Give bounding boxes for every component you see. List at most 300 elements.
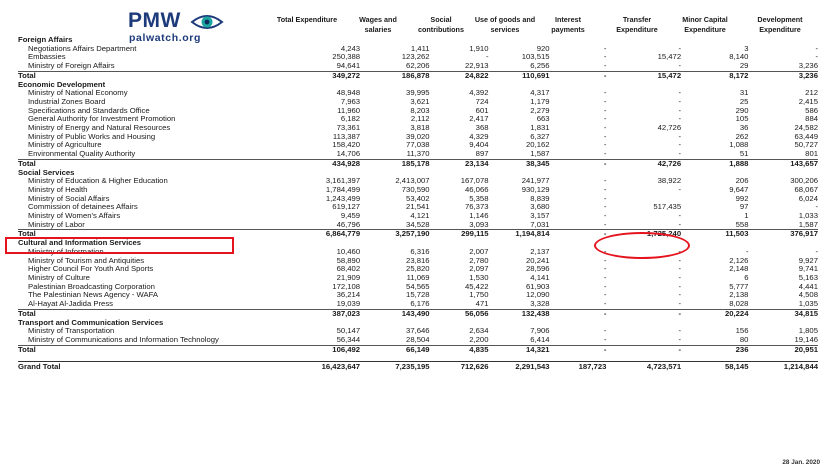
cell-transfer: 15,472 bbox=[657, 52, 682, 62]
cell-minor: 97 bbox=[739, 202, 749, 212]
header-social: Social contributions bbox=[418, 15, 464, 34]
row-label: Grand Total bbox=[18, 362, 296, 374]
cell-total: 158,420 bbox=[332, 140, 361, 150]
cell-wages: 39,995 bbox=[406, 88, 430, 98]
table-row bbox=[18, 62, 818, 71]
cell-social: 601 bbox=[475, 105, 489, 115]
document-date: 28 Jan. 2020 bbox=[782, 459, 820, 466]
cell-transfer: - bbox=[678, 246, 682, 256]
cell-transfer: 4,723,571 bbox=[606, 362, 681, 374]
cell-total: 14,706 bbox=[336, 149, 361, 159]
cell-dev: 1,035 bbox=[798, 299, 818, 309]
cell-total: 349,272 bbox=[296, 71, 360, 80]
cell-total: 3,161,397 bbox=[325, 176, 361, 186]
cell-total: 4,243 bbox=[340, 43, 361, 53]
cell-goods: 20,241 bbox=[526, 255, 550, 265]
cell-interest: - bbox=[603, 290, 607, 300]
cell-goods: 920 bbox=[536, 43, 550, 53]
cell-wages: 185,178 bbox=[360, 159, 429, 168]
cell-total: 113,387 bbox=[332, 131, 361, 141]
header-interest: Interest payments bbox=[551, 15, 585, 34]
cell-interest: - bbox=[603, 255, 607, 265]
cell-social: 299,115 bbox=[430, 230, 489, 239]
table-row bbox=[18, 150, 818, 159]
cell-transfer: 42,726 bbox=[606, 159, 681, 168]
cell-goods: 663 bbox=[536, 114, 550, 124]
cell-total: 68,402 bbox=[336, 264, 361, 274]
cell-minor: 36 bbox=[739, 123, 749, 133]
cell-dev: 3,236 bbox=[798, 61, 818, 71]
cell-wages: 3,818 bbox=[410, 123, 430, 133]
cell-interest: - bbox=[603, 246, 607, 256]
row-label: Ministry of Women's Affairs bbox=[28, 211, 121, 221]
cell-wages: 4,121 bbox=[410, 211, 430, 221]
cell-dev: 9,741 bbox=[798, 264, 818, 274]
row-label: Ministry of Public Works and Housing bbox=[28, 131, 156, 141]
cell-goods: 6,327 bbox=[530, 131, 550, 141]
cell-dev: 4,508 bbox=[798, 290, 818, 300]
empty-cell bbox=[550, 81, 607, 90]
cell-goods: 1,831 bbox=[530, 123, 550, 133]
row-label: Al-Hayat Al-Jadida Press bbox=[28, 299, 114, 309]
cell-transfer: - bbox=[678, 88, 682, 98]
empty-cell bbox=[550, 319, 607, 328]
total-row bbox=[18, 71, 818, 80]
cell-interest: - bbox=[603, 96, 607, 106]
cell-social: 4,329 bbox=[469, 131, 489, 141]
cell-minor: 2,148 bbox=[729, 264, 749, 274]
cell-total: 58,890 bbox=[336, 255, 361, 265]
cell-social: 24,822 bbox=[430, 71, 489, 80]
cell-total: 387,023 bbox=[296, 309, 360, 318]
cell-interest: - bbox=[550, 230, 607, 239]
cell-dev: 24,582 bbox=[794, 123, 818, 133]
cell-minor: 1,088 bbox=[729, 140, 749, 150]
cell-total: 9,459 bbox=[340, 211, 361, 221]
cell-wages: 15,728 bbox=[406, 290, 430, 300]
cell-wages: 53,402 bbox=[406, 193, 430, 203]
cell-social: 2,007 bbox=[469, 246, 489, 256]
cell-transfer: - bbox=[678, 326, 682, 336]
cell-social: 1,146 bbox=[469, 211, 489, 221]
cell-minor: 8,172 bbox=[681, 71, 748, 80]
header-wages: Wages and salaries bbox=[359, 15, 397, 34]
cell-transfer: 1,725,240 bbox=[606, 230, 681, 239]
cell-wages: 11,069 bbox=[406, 272, 430, 282]
cell-wages: 2,112 bbox=[410, 114, 430, 124]
cell-wages: 62,206 bbox=[406, 61, 430, 71]
cell-transfer: - bbox=[678, 211, 682, 221]
row-label: The Palestinian News Agency - WAFA bbox=[28, 290, 159, 300]
cell-dev: 1,033 bbox=[798, 211, 818, 221]
row-label: Ministry of Culture bbox=[28, 272, 90, 282]
cell-social: 22,913 bbox=[464, 61, 489, 71]
grand-row bbox=[18, 362, 818, 374]
cell-minor: 206 bbox=[735, 176, 749, 186]
cell-goods: 61,903 bbox=[526, 281, 550, 291]
cell-dev: 50,727 bbox=[794, 140, 818, 150]
row-label: Total bbox=[18, 159, 296, 168]
empty-cell bbox=[550, 36, 607, 45]
cell-transfer: - bbox=[678, 43, 682, 53]
cell-dev: 801 bbox=[805, 149, 818, 159]
cell-minor: 1,888 bbox=[681, 159, 748, 168]
cell-transfer: - bbox=[678, 281, 682, 291]
cell-goods: 1,587 bbox=[530, 149, 550, 159]
row-label: Ministry of Labor bbox=[28, 219, 85, 229]
cell-transfer: - bbox=[606, 345, 681, 354]
row-label: Ministry of Tourism and Antiquities bbox=[28, 255, 145, 265]
cell-wages: 6,316 bbox=[410, 246, 430, 256]
empty-cell bbox=[606, 81, 681, 90]
row-label: Ministry of National Economy bbox=[28, 88, 128, 98]
cell-goods: 4,141 bbox=[530, 272, 550, 282]
cell-interest: - bbox=[550, 309, 607, 318]
cell-total: 11,960 bbox=[337, 105, 361, 115]
cell-minor: 6 bbox=[744, 272, 749, 282]
cell-minor: - bbox=[745, 246, 749, 256]
cell-interest: - bbox=[603, 202, 607, 212]
cell-minor: 156 bbox=[735, 326, 749, 336]
cell-goods: 1,179 bbox=[530, 96, 550, 106]
cell-goods: 12,090 bbox=[526, 290, 550, 300]
header-goods-services: Use of goods and services bbox=[474, 15, 536, 34]
cell-minor: 3 bbox=[744, 43, 749, 53]
cell-interest: - bbox=[603, 184, 607, 194]
cell-interest: - bbox=[603, 114, 607, 124]
cell-social: 471 bbox=[475, 299, 489, 309]
cell-minor: 558 bbox=[735, 219, 749, 229]
cell-dev: 300,206 bbox=[790, 176, 818, 186]
empty-cell bbox=[606, 319, 681, 328]
cell-dev: 19,146 bbox=[794, 334, 818, 344]
cell-interest: - bbox=[603, 193, 607, 203]
cell-social: 1,910 bbox=[469, 43, 489, 53]
cell-total: 10,460 bbox=[336, 246, 361, 256]
cell-goods: 241,977 bbox=[521, 176, 550, 186]
cell-dev: 3,236 bbox=[748, 71, 818, 80]
row-label: Environmental Quality Authority bbox=[28, 149, 136, 159]
cell-social: 76,373 bbox=[464, 202, 489, 212]
cell-transfer: 517,435 bbox=[653, 202, 682, 212]
cell-transfer: - bbox=[678, 114, 682, 124]
cell-goods: 6,256 bbox=[530, 61, 550, 71]
cell-wages: 21,541 bbox=[406, 202, 430, 212]
cell-total: 16,423,647 bbox=[296, 362, 360, 374]
table-row bbox=[18, 336, 818, 345]
cell-dev: 2,415 bbox=[798, 96, 818, 106]
cell-minor: 1 bbox=[744, 211, 749, 221]
cell-transfer: - bbox=[678, 96, 682, 106]
cell-minor: 236 bbox=[681, 345, 748, 354]
row-label: Total bbox=[18, 309, 296, 318]
header-development: Development Expenditure bbox=[757, 15, 803, 34]
cell-goods: 930,129 bbox=[521, 184, 550, 194]
cell-goods: 3,680 bbox=[530, 202, 550, 212]
row-label: Specifications and Standards Office bbox=[28, 105, 150, 115]
cell-minor: 262 bbox=[735, 131, 749, 141]
row-label: Ministry of Foreign Affairs bbox=[28, 61, 115, 71]
cell-dev: 63,449 bbox=[794, 131, 818, 141]
cell-wages: 11,370 bbox=[406, 149, 430, 159]
cell-total: 1,243,499 bbox=[325, 193, 361, 203]
row-label: Ministry of Communications and Information Technology bbox=[28, 334, 219, 344]
cell-interest: - bbox=[603, 123, 607, 133]
cell-social: 56,056 bbox=[430, 309, 489, 318]
cell-dev: 4,441 bbox=[798, 281, 818, 291]
cell-dev: 212 bbox=[805, 88, 818, 98]
cell-minor: 29 bbox=[739, 61, 749, 71]
row-label: Ministry of Agriculture bbox=[28, 140, 102, 150]
cell-dev: 1,805 bbox=[798, 326, 818, 336]
cell-goods: 132,438 bbox=[489, 309, 550, 318]
cell-dev: 9,927 bbox=[798, 255, 818, 265]
cell-wages: 77,038 bbox=[406, 140, 430, 150]
cell-dev: - bbox=[815, 202, 818, 212]
row-label: Cultural and Information Services bbox=[18, 238, 142, 248]
cell-total: 106,492 bbox=[296, 345, 360, 354]
cell-goods: 7,906 bbox=[530, 326, 550, 336]
cell-wages: 186,878 bbox=[360, 71, 429, 80]
cell-wages: 3,257,190 bbox=[360, 230, 429, 239]
cell-interest: - bbox=[603, 176, 607, 186]
cell-minor: 20,224 bbox=[681, 309, 748, 318]
cell-interest: - bbox=[550, 71, 607, 80]
cell-wages: 7,235,195 bbox=[360, 362, 429, 374]
cell-interest: - bbox=[603, 149, 607, 159]
cell-transfer: 15,472 bbox=[606, 71, 681, 80]
cell-transfer: - bbox=[678, 105, 682, 115]
cell-interest: - bbox=[603, 326, 607, 336]
cell-dev: 34,815 bbox=[748, 309, 818, 318]
cell-social: - bbox=[485, 52, 489, 62]
cell-transfer: - bbox=[678, 219, 682, 229]
cell-interest: - bbox=[603, 299, 607, 309]
cell-interest: - bbox=[603, 140, 607, 150]
logo-brand: PMW bbox=[128, 9, 181, 32]
row-label: Palestinian Broadcasting Corporation bbox=[28, 281, 155, 291]
cell-social: 23,134 bbox=[430, 159, 489, 168]
cell-wages: 34,528 bbox=[406, 219, 430, 229]
cell-wages: 39,020 bbox=[406, 131, 430, 141]
cell-goods: 38,345 bbox=[489, 159, 550, 168]
cell-social: 2,780 bbox=[469, 255, 489, 265]
cell-social: 1,530 bbox=[469, 272, 489, 282]
cell-total: 250,388 bbox=[332, 52, 361, 62]
cell-dev: 143,657 bbox=[748, 159, 818, 168]
cell-dev: 1,587 bbox=[798, 219, 818, 229]
cell-minor: 80 bbox=[739, 334, 749, 344]
cell-transfer: - bbox=[678, 290, 682, 300]
row-label: Higher Council For Youth And Sports bbox=[28, 264, 154, 274]
empty-cell bbox=[681, 239, 748, 248]
cell-minor: 8,140 bbox=[729, 52, 749, 62]
total-row bbox=[18, 345, 818, 354]
cell-dev: 1,214,844 bbox=[748, 362, 818, 374]
cell-goods: 20,162 bbox=[526, 140, 550, 150]
total-row bbox=[18, 159, 818, 168]
cell-interest: - bbox=[603, 334, 607, 344]
cell-goods: 4,317 bbox=[530, 88, 550, 98]
cell-transfer: - bbox=[678, 131, 682, 141]
cell-social: 9,404 bbox=[469, 140, 489, 150]
row-label: Transport and Communication Services bbox=[18, 317, 164, 327]
cell-social: 46,066 bbox=[464, 184, 489, 194]
cell-total: 434,928 bbox=[296, 159, 360, 168]
cell-goods: 8,839 bbox=[530, 193, 550, 203]
cell-goods: 3,157 bbox=[530, 211, 550, 221]
cell-total: 46,796 bbox=[336, 219, 361, 229]
cell-dev: - bbox=[815, 43, 818, 53]
cell-total: 619,127 bbox=[332, 202, 361, 212]
cell-interest: - bbox=[550, 345, 607, 354]
cell-dev: - bbox=[815, 52, 818, 62]
cell-social: 4,392 bbox=[469, 88, 489, 98]
cell-transfer: - bbox=[678, 264, 682, 274]
cell-social: 2,634 bbox=[469, 326, 489, 336]
cell-total: 1,784,499 bbox=[325, 184, 361, 194]
cell-total: 48,948 bbox=[336, 88, 361, 98]
cell-goods: 2,279 bbox=[530, 105, 550, 115]
cell-social: 45,422 bbox=[464, 281, 489, 291]
row-label: Economic Development bbox=[18, 79, 106, 89]
cell-total: 50,147 bbox=[336, 326, 361, 336]
cell-goods: 14,321 bbox=[489, 345, 550, 354]
cell-interest: - bbox=[603, 88, 607, 98]
cell-social: 2,417 bbox=[469, 114, 489, 124]
row-label: Total bbox=[18, 71, 296, 80]
table-row bbox=[18, 300, 818, 309]
cell-dev: 68,067 bbox=[794, 184, 818, 194]
cell-dev: 6,024 bbox=[798, 193, 818, 203]
cell-total: 36,214 bbox=[336, 290, 361, 300]
row-label: Ministry of Information bbox=[28, 246, 104, 256]
empty-cell bbox=[681, 36, 748, 45]
cell-goods: 28,596 bbox=[526, 264, 550, 274]
cell-interest: - bbox=[603, 264, 607, 274]
cell-interest: - bbox=[603, 52, 607, 62]
cell-social: 712,626 bbox=[430, 362, 489, 374]
cell-total: 56,344 bbox=[336, 334, 361, 344]
row-label: Ministry of Energy and Natural Resources bbox=[28, 123, 171, 133]
cell-transfer: - bbox=[678, 272, 682, 282]
cell-wages: 23,816 bbox=[406, 255, 430, 265]
empty-cell bbox=[681, 81, 748, 90]
highlight-value-oval bbox=[594, 232, 690, 259]
cell-wages: 54,565 bbox=[406, 281, 430, 291]
cell-total: 6,864,779 bbox=[296, 230, 360, 239]
cell-minor: 58,145 bbox=[681, 362, 748, 374]
cell-total: 21,909 bbox=[336, 272, 361, 282]
cell-social: 3,093 bbox=[469, 219, 489, 229]
cell-dev: 5,163 bbox=[798, 272, 818, 282]
cell-minor: 8,028 bbox=[729, 299, 749, 309]
header-total-expenditure: Total Expenditure bbox=[276, 15, 338, 24]
cell-wages: 123,262 bbox=[401, 52, 430, 62]
cell-dev: 586 bbox=[805, 105, 818, 115]
cell-transfer: - bbox=[678, 184, 682, 194]
cell-social: 5,358 bbox=[469, 193, 489, 203]
cell-transfer: - bbox=[678, 299, 682, 309]
cell-wages: 3,621 bbox=[410, 96, 430, 106]
cell-total: 172,108 bbox=[332, 281, 361, 291]
cell-wages: 8,203 bbox=[410, 105, 430, 115]
spacer-row bbox=[18, 354, 818, 362]
row-label: Ministry of Education & Higher Education bbox=[28, 176, 168, 186]
spacer-cell bbox=[18, 354, 818, 362]
cell-interest: - bbox=[603, 211, 607, 221]
empty-cell bbox=[748, 36, 818, 45]
cell-transfer: - bbox=[678, 255, 682, 265]
row-label: Ministry of Social Affairs bbox=[28, 193, 110, 203]
row-label: Embassies bbox=[28, 52, 66, 62]
cell-transfer: - bbox=[678, 149, 682, 159]
row-label: Commission of detainees Affairs bbox=[28, 202, 138, 212]
cell-wages: 25,820 bbox=[406, 264, 430, 274]
cell-minor: 2,126 bbox=[729, 255, 749, 265]
cell-interest: - bbox=[550, 159, 607, 168]
cell-wages: 66,149 bbox=[360, 345, 429, 354]
cell-social: 724 bbox=[475, 96, 489, 106]
cell-interest: - bbox=[603, 281, 607, 291]
cell-minor: 31 bbox=[739, 88, 749, 98]
cell-minor: 11,503 bbox=[681, 230, 748, 239]
cell-transfer: 38,922 bbox=[657, 176, 682, 186]
cell-interest: - bbox=[603, 105, 607, 115]
cell-goods: 2,291,543 bbox=[489, 362, 550, 374]
cell-interest: - bbox=[603, 43, 607, 53]
cell-transfer: - bbox=[678, 140, 682, 150]
cell-transfer: - bbox=[606, 309, 681, 318]
cell-wages: 2,413,007 bbox=[395, 176, 430, 186]
cell-minor: 2,138 bbox=[729, 290, 749, 300]
cell-interest: - bbox=[603, 272, 607, 282]
header-transfer: Transfer Expenditure bbox=[616, 15, 658, 34]
cell-wages: 730,590 bbox=[401, 184, 430, 194]
header-minor-capital: Minor Capital Expenditure bbox=[682, 15, 728, 34]
cell-social: 4,835 bbox=[430, 345, 489, 354]
cell-dev: 376,917 bbox=[748, 230, 818, 239]
cell-total: 73,361 bbox=[336, 123, 361, 133]
empty-cell bbox=[550, 169, 607, 178]
logo-site: palwatch.org bbox=[129, 32, 201, 44]
cell-interest: 187,723 bbox=[550, 362, 607, 374]
row-label: Ministry of Health bbox=[28, 184, 88, 194]
cell-minor: 290 bbox=[735, 105, 749, 115]
cell-social: 2,097 bbox=[469, 264, 489, 274]
cell-minor: 992 bbox=[735, 193, 749, 203]
row-label: Foreign Affairs bbox=[18, 35, 73, 44]
cell-dev: - bbox=[815, 246, 818, 256]
highlight-row-box bbox=[5, 237, 234, 254]
cell-minor: 51 bbox=[739, 149, 749, 159]
empty-cell bbox=[606, 36, 681, 45]
cell-goods: 7,031 bbox=[530, 219, 550, 229]
cell-dev: 884 bbox=[805, 114, 818, 124]
cell-wages: 37,646 bbox=[406, 326, 430, 336]
cell-dev: 20,951 bbox=[748, 345, 818, 354]
cell-interest: - bbox=[603, 131, 607, 141]
cell-total: 6,182 bbox=[340, 114, 361, 124]
cell-interest: - bbox=[603, 219, 607, 229]
cell-goods: 110,691 bbox=[489, 71, 550, 80]
cell-goods: 103,515 bbox=[521, 52, 550, 62]
cell-transfer: - bbox=[678, 334, 682, 344]
cell-wages: 6,176 bbox=[410, 299, 430, 309]
cell-transfer: 42,726 bbox=[657, 123, 682, 133]
cell-total: 7,963 bbox=[340, 96, 361, 106]
cell-wages: 143,490 bbox=[360, 309, 429, 318]
